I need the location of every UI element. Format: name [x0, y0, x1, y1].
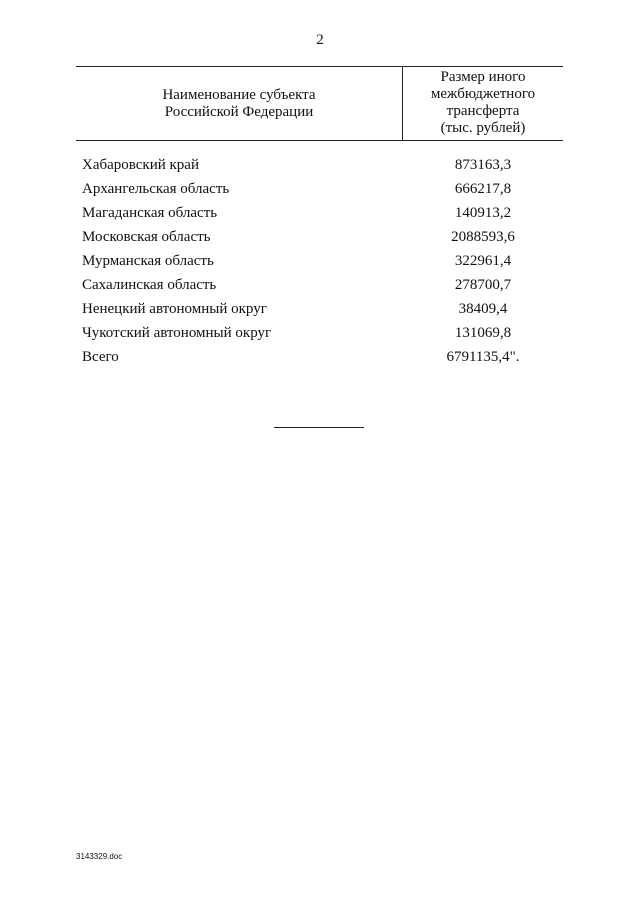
- table-row: [82, 227, 563, 251]
- table-row: [82, 299, 563, 323]
- region-name: Ненецкий автономный округ: [82, 301, 267, 317]
- transfer-amount: 131069,8: [454, 325, 512, 341]
- total-label: Всего: [82, 349, 119, 365]
- region-name: Мурманская область: [82, 253, 214, 269]
- table-header: [76, 66, 563, 141]
- transfer-amount: 38409,4: [458, 301, 508, 317]
- header-subject-name-line: Российской Федерации: [164, 104, 314, 120]
- table-row: [82, 275, 563, 299]
- total-amount: 6791135,4".: [446, 349, 520, 365]
- header-subject-name-line: Наименование субъекта: [162, 87, 316, 103]
- table-row: [82, 179, 563, 203]
- table-row: [82, 251, 563, 275]
- transfer-amount: 278700,7: [454, 277, 512, 293]
- header-transfer-amount: [403, 69, 563, 137]
- region-name: Магаданская область: [82, 205, 218, 221]
- table-row: [82, 203, 563, 227]
- header-transfer-amount-line: (тыс. рублей): [440, 120, 526, 136]
- region-name: Чукотский автономный округ: [82, 325, 272, 341]
- table-row: [82, 155, 563, 179]
- transfer-amount: 140913,2: [454, 205, 512, 221]
- end-of-document-rule: [274, 427, 364, 428]
- document-file-id: 3143329.doc: [76, 852, 123, 861]
- header-transfer-amount-line: Размер иного: [440, 69, 526, 85]
- header-transfer-amount-line: трансферта: [446, 103, 520, 119]
- header-transfer-amount-line: межбюджетного: [430, 86, 536, 102]
- transfer-amount: 873163,3: [454, 157, 512, 173]
- table-body: [82, 155, 563, 371]
- region-name: Сахалинская область: [82, 277, 217, 293]
- transfer-amount: 666217,8: [454, 181, 512, 197]
- region-name: Хабаровский край: [82, 157, 199, 173]
- header-subject-name: [76, 87, 402, 121]
- region-name: Архангельская область: [82, 181, 230, 197]
- page-number: 2: [316, 32, 324, 48]
- table-row: [82, 323, 563, 347]
- region-name: Московская область: [82, 229, 211, 245]
- table-row-total: [82, 347, 563, 371]
- transfer-amount: 322961,4: [454, 253, 512, 269]
- transfer-amount: 2088593,6: [451, 229, 515, 245]
